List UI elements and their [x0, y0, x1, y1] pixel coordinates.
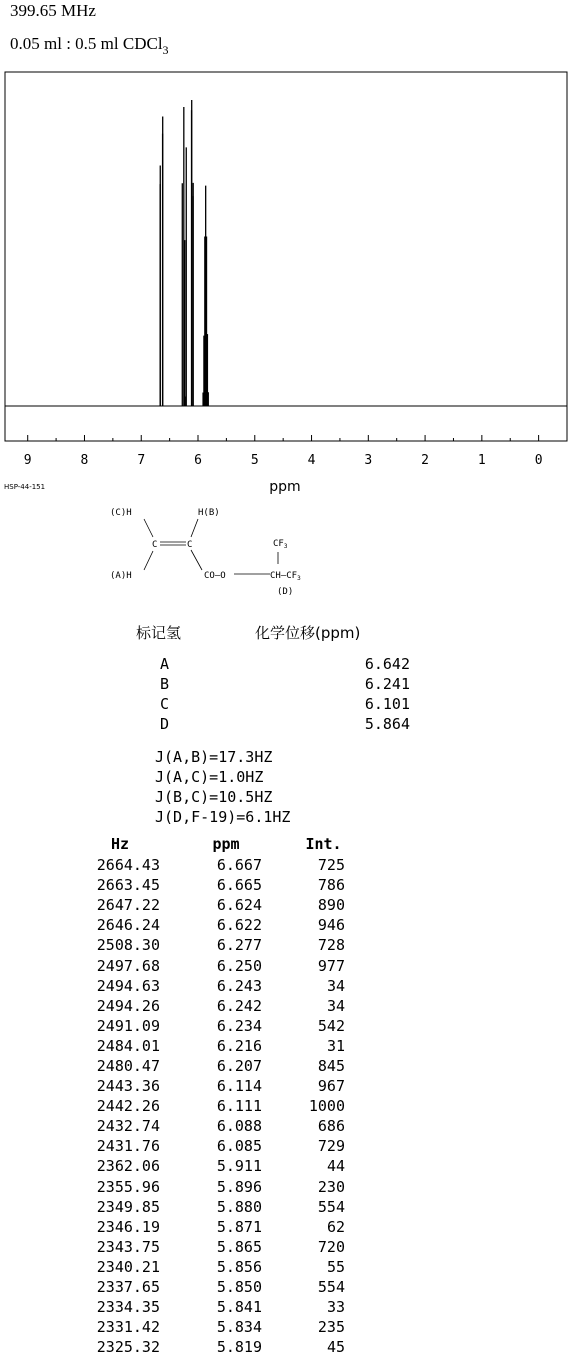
proton-label: A [160, 655, 170, 673]
hz-value: 2362.06 [96, 1157, 160, 1176]
hz-value: 2431.76 [96, 1137, 160, 1156]
ch-cf3-group: $CH—CF_3$ [270, 571, 301, 582]
ppm-value: 6.277 [216, 936, 262, 955]
shift-row [140, 714, 410, 734]
table-row [80, 1177, 345, 1197]
table-row [80, 1036, 345, 1056]
intensity-value: 230 [317, 1177, 345, 1196]
ppm-value: 6.085 [216, 1137, 262, 1156]
hz-value: 2337.65 [96, 1278, 160, 1297]
ppm-value: 5.871 [216, 1217, 262, 1236]
table-row [80, 955, 345, 975]
table-row [80, 1217, 345, 1237]
table-row [80, 855, 345, 875]
hz-value: 2647.22 [96, 896, 160, 915]
ppm-value: 5.819 [216, 1338, 262, 1357]
hz-value: 2346.19 [96, 1217, 160, 1236]
intensity-value: 728 [317, 936, 345, 955]
ppm-value: 6.624 [216, 896, 262, 915]
ppm-value: 6.250 [216, 956, 262, 975]
concentration-subscript: 3 [162, 43, 169, 57]
intensity-value: 967 [317, 1077, 345, 1096]
hz-value: 2432.74 [96, 1117, 160, 1136]
table-row [80, 996, 345, 1016]
hz-value: 2443.36 [96, 1077, 160, 1096]
x-tick-label: 5 [250, 453, 259, 468]
ppm-value: 5.834 [216, 1318, 262, 1337]
peak-table-header [80, 833, 345, 855]
bond-c2-hb [191, 519, 198, 537]
shift-row [140, 654, 410, 674]
nmr-spectrum-chart [0, 60, 570, 500]
plot-frame [5, 72, 567, 441]
hz-value: 2497.68 [96, 956, 160, 975]
label-a-h: (A)H [110, 571, 132, 581]
hz-value: 2355.96 [96, 1177, 160, 1196]
atom-c2: C [187, 540, 193, 550]
coupling-constant: J(A,B)=17.3HZ [155, 748, 273, 766]
table-row [80, 1136, 345, 1156]
ppm-value: 6.088 [216, 1117, 262, 1136]
intensity-value: 235 [317, 1318, 345, 1337]
peak-list-table [80, 833, 345, 1357]
table-row [80, 875, 345, 895]
ppm-value: 6.216 [216, 1036, 262, 1055]
concentration-text: 0.05 ml : 0.5 ml CDCl [10, 34, 163, 53]
table-row [80, 1096, 345, 1116]
table-row [80, 1237, 345, 1257]
proton-label: C [160, 695, 170, 713]
molecule-structure [100, 500, 360, 600]
hz-value: 2325.32 [96, 1338, 160, 1357]
header-ppm: ppm [212, 835, 240, 853]
intensity-value: 554 [317, 1278, 345, 1297]
ppm-value: 6.667 [216, 856, 262, 875]
hz-value: 2331.42 [96, 1318, 160, 1337]
hz-value: 2508.30 [96, 936, 160, 955]
intensity-value: 1000 [308, 1097, 345, 1116]
label-c-h: (C)H [110, 508, 132, 518]
bond-c2-co [191, 550, 202, 570]
table-row [80, 1317, 345, 1337]
coupling-constant: J(A,C)=1.0HZ [155, 768, 264, 786]
intensity-value: 725 [317, 856, 345, 875]
ppm-value: 6.622 [216, 916, 262, 935]
hz-value: 2343.75 [96, 1237, 160, 1256]
coupling-constant: J(D,F-19)=6.1HZ [155, 808, 291, 826]
hz-value: 2494.63 [96, 976, 160, 995]
spectrum-peaks [160, 100, 208, 406]
label-h-b: H(B) [198, 508, 220, 518]
ppm-value: 5.911 [216, 1157, 262, 1176]
table-row [80, 915, 345, 935]
ppm-value: 6.242 [216, 996, 262, 1015]
ppm-value: 5.856 [216, 1257, 262, 1276]
table-row [80, 1116, 345, 1136]
intensity-value: 890 [317, 896, 345, 915]
intensity-value: 542 [317, 1016, 345, 1035]
bond-ah-c1 [144, 551, 153, 570]
table-row [80, 1156, 345, 1176]
x-tick-label: 8 [80, 453, 89, 468]
ppm-value: 6.207 [216, 1056, 262, 1075]
x-tick-label: 4 [307, 453, 316, 468]
sample-concentration [10, 34, 169, 58]
table-row [80, 1257, 345, 1277]
intensity-value: 977 [317, 956, 345, 975]
shift-value: 6.241 [364, 675, 410, 693]
hz-value: 2349.85 [96, 1197, 160, 1216]
coupling-constants [155, 747, 290, 827]
atom-c1: C [152, 540, 158, 550]
ester-group: CO—O [204, 571, 226, 581]
ppm-value: 5.896 [216, 1177, 262, 1196]
coupling-constant: J(B,C)=10.5HZ [155, 788, 273, 806]
spectrometer-frequency: 399.65 MHz [10, 1, 96, 20]
table-row [80, 1076, 345, 1096]
table-row [80, 1056, 345, 1076]
header-int: Int. [305, 835, 342, 853]
shift-header-label: 标记氢 [136, 624, 182, 642]
intensity-value: 34 [326, 976, 345, 995]
intensity-value: 45 [326, 1338, 345, 1357]
proton-label: D [160, 715, 170, 733]
x-tick-label: 2 [421, 453, 429, 468]
ppm-value: 5.841 [216, 1298, 262, 1317]
table-row [80, 1337, 345, 1357]
intensity-value: 845 [317, 1056, 345, 1075]
hz-value: 2664.43 [96, 856, 160, 875]
x-tick-label: 9 [23, 453, 32, 468]
x-tick-label: 7 [137, 453, 146, 468]
table-row [80, 895, 345, 915]
x-tick-label: 0 [534, 453, 543, 468]
intensity-value: 33 [326, 1298, 345, 1317]
hz-value: 2334.35 [96, 1298, 160, 1317]
intensity-value: 786 [317, 876, 345, 895]
intensity-value: 729 [317, 1137, 345, 1156]
table-row [80, 1016, 345, 1036]
hz-value: 2646.24 [96, 916, 160, 935]
table-row [80, 935, 345, 955]
ppm-value: 6.114 [216, 1077, 262, 1096]
ppm-value: 6.111 [216, 1097, 262, 1116]
intensity-value: 554 [317, 1197, 345, 1216]
intensity-value: 686 [317, 1117, 345, 1136]
table-row [80, 976, 345, 996]
hz-value: 2484.01 [96, 1036, 160, 1055]
ppm-value: 5.880 [216, 1197, 262, 1216]
x-axis-ticks [24, 435, 543, 468]
hz-value: 2480.47 [96, 1056, 160, 1075]
hz-value: 2491.09 [96, 1016, 160, 1035]
intensity-value: 720 [317, 1237, 345, 1256]
hz-value: 2663.45 [96, 876, 160, 895]
x-axis-label: ppm [269, 479, 301, 495]
x-tick-label: 6 [194, 453, 202, 468]
hz-value: 2442.26 [96, 1097, 160, 1116]
hz-value: 2494.26 [96, 996, 160, 1015]
intensity-value: 946 [317, 916, 345, 935]
bond-ch-c1 [144, 519, 153, 537]
table-row [80, 1197, 345, 1217]
intensity-value: 44 [326, 1157, 345, 1176]
sample-code: HSP-44-151 [4, 483, 46, 491]
intensity-value: 31 [326, 1036, 345, 1055]
label-d: (D) [277, 587, 294, 597]
intensity-value: 55 [326, 1257, 345, 1276]
cf3-top: $CF_3$ [273, 539, 288, 550]
intensity-value: 62 [326, 1217, 345, 1236]
shift-row [140, 694, 410, 714]
shift-value: 6.101 [364, 695, 410, 713]
x-tick-label: 1 [477, 453, 486, 468]
x-tick-label: 3 [364, 453, 373, 468]
intensity-value: 34 [326, 996, 345, 1015]
ppm-value: 6.234 [216, 1016, 262, 1035]
shift-header-value: 化学位移(ppm) [255, 624, 361, 642]
shift-row [140, 674, 410, 694]
shift-value: 5.864 [364, 715, 410, 733]
table-row [80, 1277, 345, 1297]
ppm-value: 5.850 [216, 1278, 262, 1297]
shift-value: 6.642 [364, 655, 410, 673]
ppm-value: 6.243 [216, 976, 262, 995]
ppm-value: 6.665 [216, 876, 262, 895]
chemical-shift-table [140, 654, 410, 734]
header-hz: Hz [110, 835, 130, 853]
proton-label: B [160, 675, 170, 693]
table-row [80, 1297, 345, 1317]
ppm-value: 5.865 [216, 1237, 262, 1256]
hz-value: 2340.21 [96, 1257, 160, 1276]
